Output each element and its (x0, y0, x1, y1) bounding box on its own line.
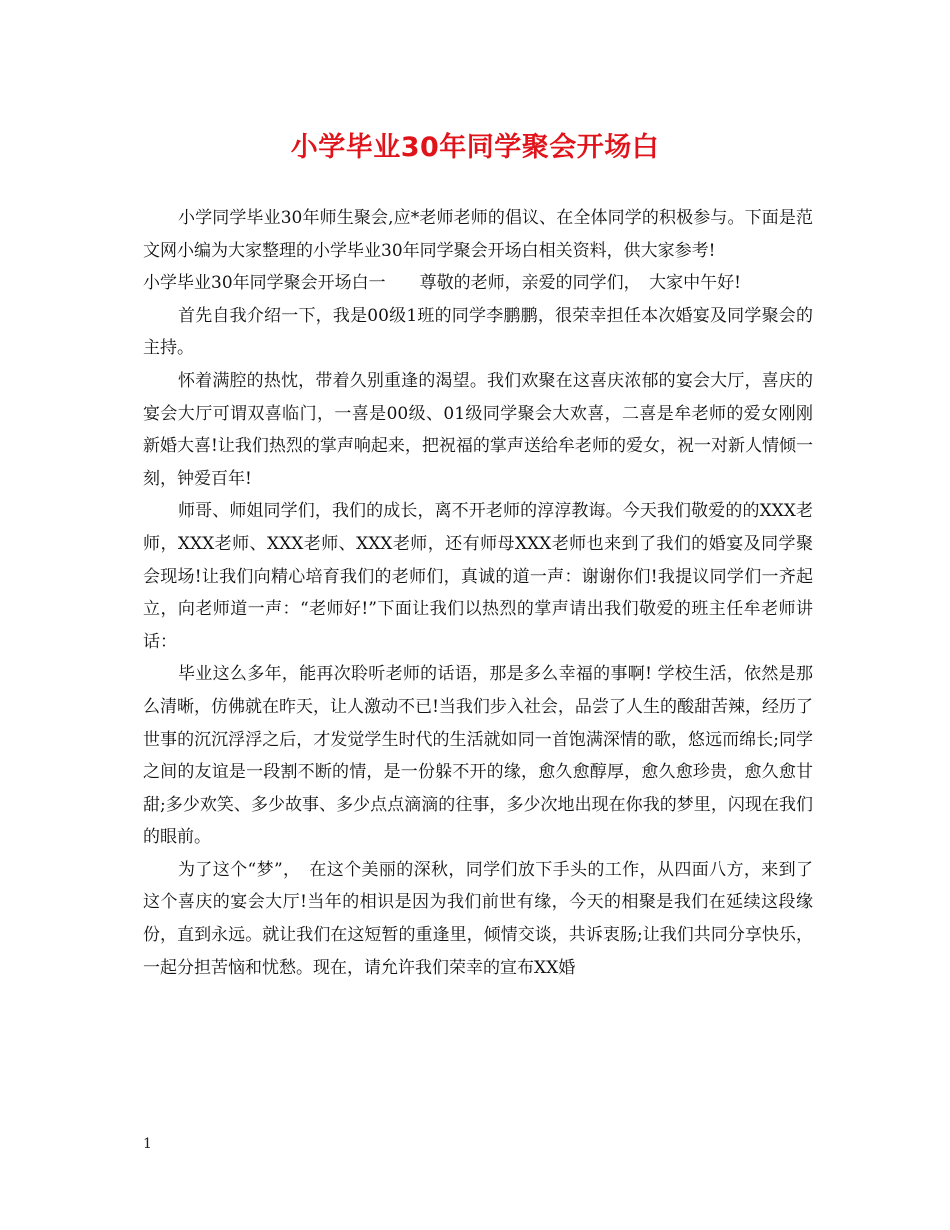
paragraph-teachers: 师哥、师姐同学们，我们的成长，离不开老师的淳淳教诲。今天我们敬爱的的XXX老师，XXX老师、XXX老师、XXX老师，还有师母XXX老师也来到了我们的婚宴及同学聚会现场!让我们向精心培育我们的老师们，真诚的道一声：谢谢你们!我提议同学们一齐起立，向老师道一声：“老师好!”下面让我们以热烈的掌声请出我们敬爱的班主任牟老师讲话： (143, 501, 813, 652)
paragraph-intro: 小学同学毕业30年师生聚会,应*老师老师的倡议、在全体同学的积极参与。下面是范文网小编为大家整理的小学毕业30年同学聚会开场白相关资料，供大家参考! (143, 208, 813, 261)
paragraph-celebration: 怀着满腔的热忱，带着久别重逢的渴望。我们欢聚在这喜庆浓郁的宴会大厅，喜庆的宴会大厅可谓双喜临门，一喜是00级、01级同学聚会大欢喜，二喜是牟老师的爱女刚刚新婚大喜!让我们热烈的掌声响起来，把祝福的掌声送给牟老师的爱女，祝一对新人情倾一刻，钟爱百年! (143, 370, 813, 489)
paragraph-self-introduction: 首先自我介绍一下，我是00级1班的同学李鹏鹏，很荣幸担任本次婚宴及同学聚会的主持。 (143, 305, 813, 359)
paragraph-reunion: 为了这个“梦”， 在这个美丽的深秋，同学们放下手头的工作，从四面八方，来到了这个喜庆的宴会大厅!当年的相识是因为我们前世有缘，今天的相聚是我们在延续这段缘份，直到永远。就让我们在这短暂的重逢里，倾情交谈，共诉衷肠;让我们共同分享快乐，一起分担苦恼和忧愁。现在，请允许我们荣幸的宣布XX婚 (143, 859, 813, 978)
page-number: 1 (143, 1136, 152, 1152)
document-title: 小学毕业30年同学聚会开场白 (290, 132, 660, 163)
paragraph-memories: 毕业这么多年，能再次聆听老师的话语，那是多么幸福的事啊! 学校生活，依然是那么清晰，仿佛就在昨天，让人激动不已!当我们步入社会，品尝了人生的酸甜苦辣，经历了世事的沉沉浮浮之后，才发觉学生时代的生活就如同一首饱满深情的歌，悠远而绵长;同学之间的友谊是一段割不断的情，是一份躲不开的缘，愈久愈醇厚，愈久愈珍贵，愈久愈甘甜;多少欢笑、多少故事、多少点点滴滴的往事，多少次地出现在你我的梦里，闪现在我们的眼前。 (143, 664, 813, 848)
paragraph-greeting: 小学毕业30年同学聚会开场白一 尊敬的老师，亲爱的同学们， 大家中午好! (143, 273, 741, 294)
document-body (143, 202, 813, 984)
